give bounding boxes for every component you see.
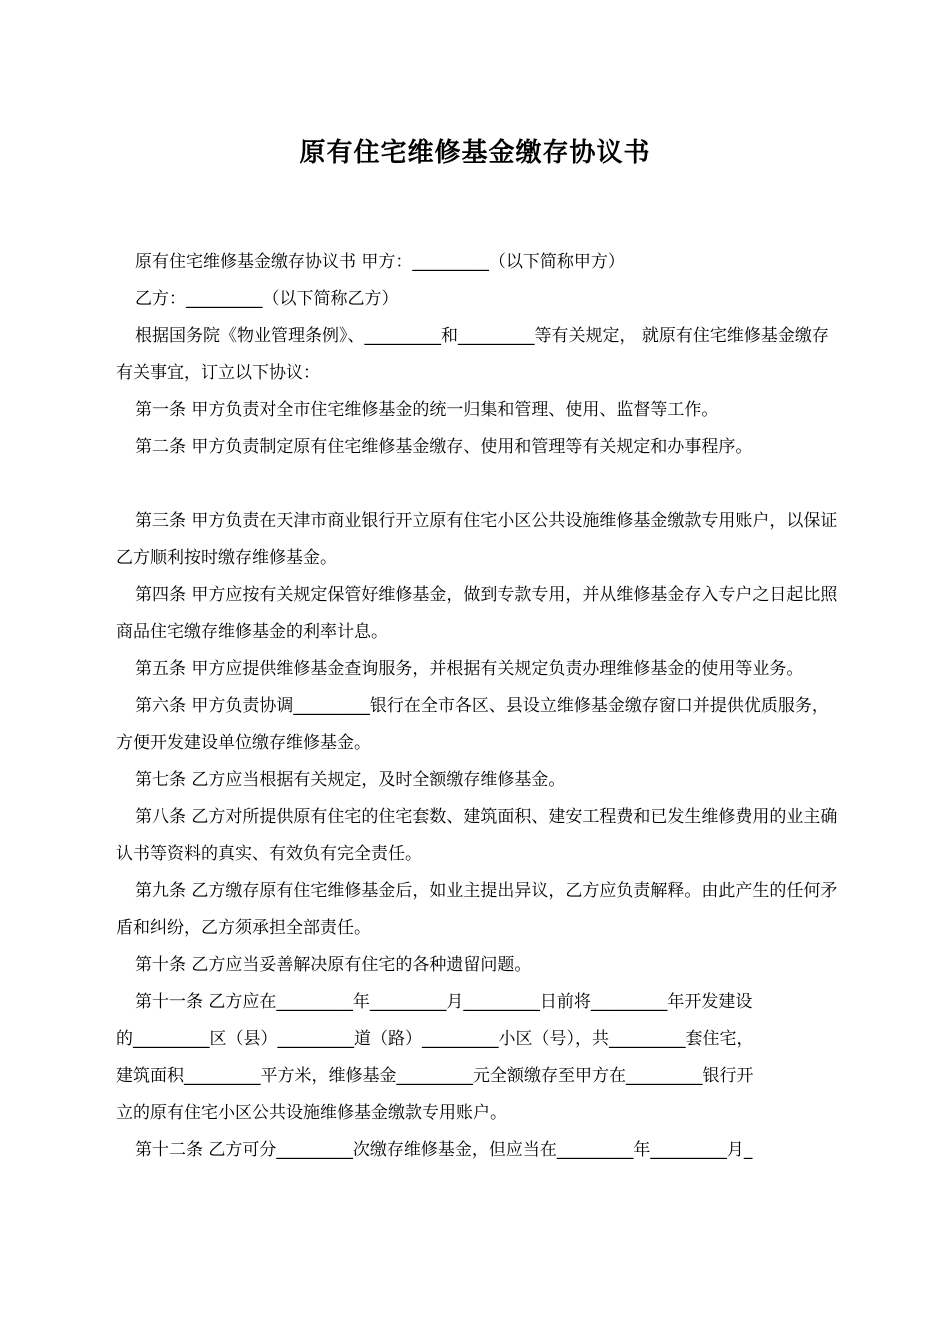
article-10: 第十条 乙方应当妥善解决原有住宅的各种遗留问题。	[135, 955, 532, 975]
article-11	[116, 984, 841, 1132]
article-11-line: 第十一条 乙方应在_________年_________月_________日前将_________年开发建设	[135, 992, 753, 1012]
article-12: 第十二条 乙方可分_________次缴存维修基金，但应当在_________年_________月_	[135, 1140, 753, 1160]
article-11-line: 立的原有住宅小区公共设施维修基金缴款专用账户。	[116, 1103, 507, 1123]
article-8: 第八条 乙方对所提供原有住宅的住宅套数、建筑面积、建安工程费和已发生维修费用的业主确认书等资料的真实、有效负有完全责任。	[116, 807, 838, 864]
article-11-line: 的_________区（县）_________道（路）_________小区（号），共_________套住宅，	[116, 1029, 754, 1049]
article-3: 第三条 甲方负责在天津市商业银行开立原有住宅小区公共设施维修基金缴款专用账户，以保证乙方顺利按时缴存维修基金。	[116, 511, 838, 568]
article-9: 第九条 乙方缴存原有住宅维修基金后，如业主提出异议，乙方应负责解释。由此产生的任何矛盾和纠纷，乙方须承担全部责任。	[116, 881, 838, 938]
party-a-line: 原有住宅维修基金缴存协议书 甲方：_________（以下简称甲方）	[135, 252, 625, 272]
article-7: 第七条 乙方应当根据有关规定，及时全额缴存维修基金。	[135, 770, 566, 790]
article-11-line: 建筑面积_________平方米，维修基金_________元全额缴存至甲方在_________银行开	[116, 1066, 754, 1086]
article-5: 第五条 甲方应提供维修基金查询服务，并根据有关规定负责办理维修基金的使用等业务。	[135, 659, 804, 679]
preamble-paragraph: 根据国务院《物业管理条例》、_________和_________等有关规定， 就原有住宅维修基金缴存有关事宜，订立以下协议：	[116, 326, 829, 383]
article-2: 第二条 甲方负责制定原有住宅维修基金缴存、使用和管理等有关规定和办事程序。	[135, 437, 753, 457]
document-title: 原有住宅维修基金缴存协议书	[299, 138, 651, 168]
article-1: 第一条 甲方负责对全市住宅维修基金的统一归集和管理、使用、监督等工作。	[135, 400, 719, 420]
document-body	[116, 244, 841, 1169]
party-b-line: 乙方：_________（以下简称乙方）	[135, 289, 399, 309]
article-4: 第四条 甲方应按有关规定保管好维修基金，做到专款专用，并从维修基金存入专户之日起比照商品住宅缴存维修基金的利率计息。	[116, 585, 838, 642]
blank-line	[116, 466, 841, 503]
article-6: 第六条 甲方负责协调_________银行在全市各区、县设立维修基金缴存窗口并提供优质服务，方便开发建设单位缴存维修基金。	[116, 696, 829, 753]
